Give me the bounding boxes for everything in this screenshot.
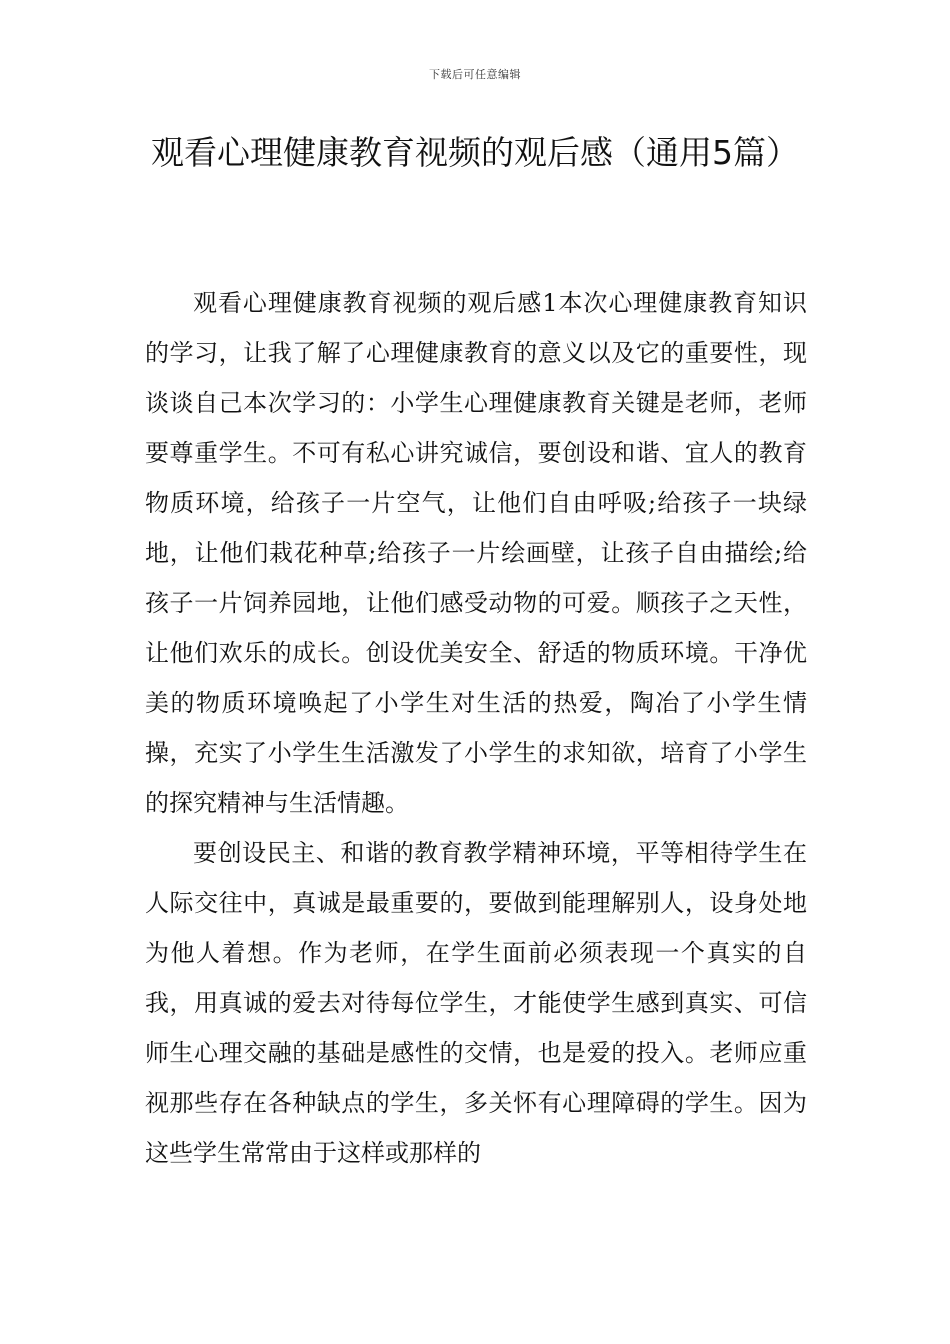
paragraph: 要创设民主、和谐的教育教学精神环境，平等相待学生在人际交往中，真诚是最重要的，要做到能理解别人，设身处地为他人着想。作为老师，在学生面前必须表现一个真实的自我，用真诚的爱去对待每位学生，才能使学生感到真实、可信师生心理交融的基础是感性的交情，也是爱的投入。老师应重视那些存在各种缺点的学生，多关怀有心理障碍的学生。因为这些学生常常由于这样或那样的 bbox=[145, 839, 807, 1167]
paragraph: 观看心理健康教育视频的观后感1本次心理健康教育知识的学习，让我了解了心理健康教育的意义以及它的重要性，现谈谈自己本次学习的：小学生心理健康教育关键是老师，老师要尊重学生。不可有私心讲究诚信，要创设和谐、宜人的教育物质环境，给孩子一片空气，让他们自由呼吸;给孩子一块绿地，让他们栽花种草;给孩子一片绘画壁，让孩子自由描绘;给孩子一片饲养园地，让他们感受动物的可爱。顺孩子之天性，让他们欢乐的成长。创设优美安全、舒适的物质环境。干净优美的物质环境唤起了小学生对生活的热爱，陶冶了小学生情操，充实了小学生生活激发了小学生的求知欲，培育了小学生的探究精神与生活情趣。 bbox=[145, 289, 807, 817]
document-title: 观看心理健康教育视频的观后感（通用5篇） bbox=[151, 133, 799, 172]
document-body bbox=[145, 278, 807, 1178]
header-note: 下载后可任意编辑 bbox=[429, 68, 521, 81]
